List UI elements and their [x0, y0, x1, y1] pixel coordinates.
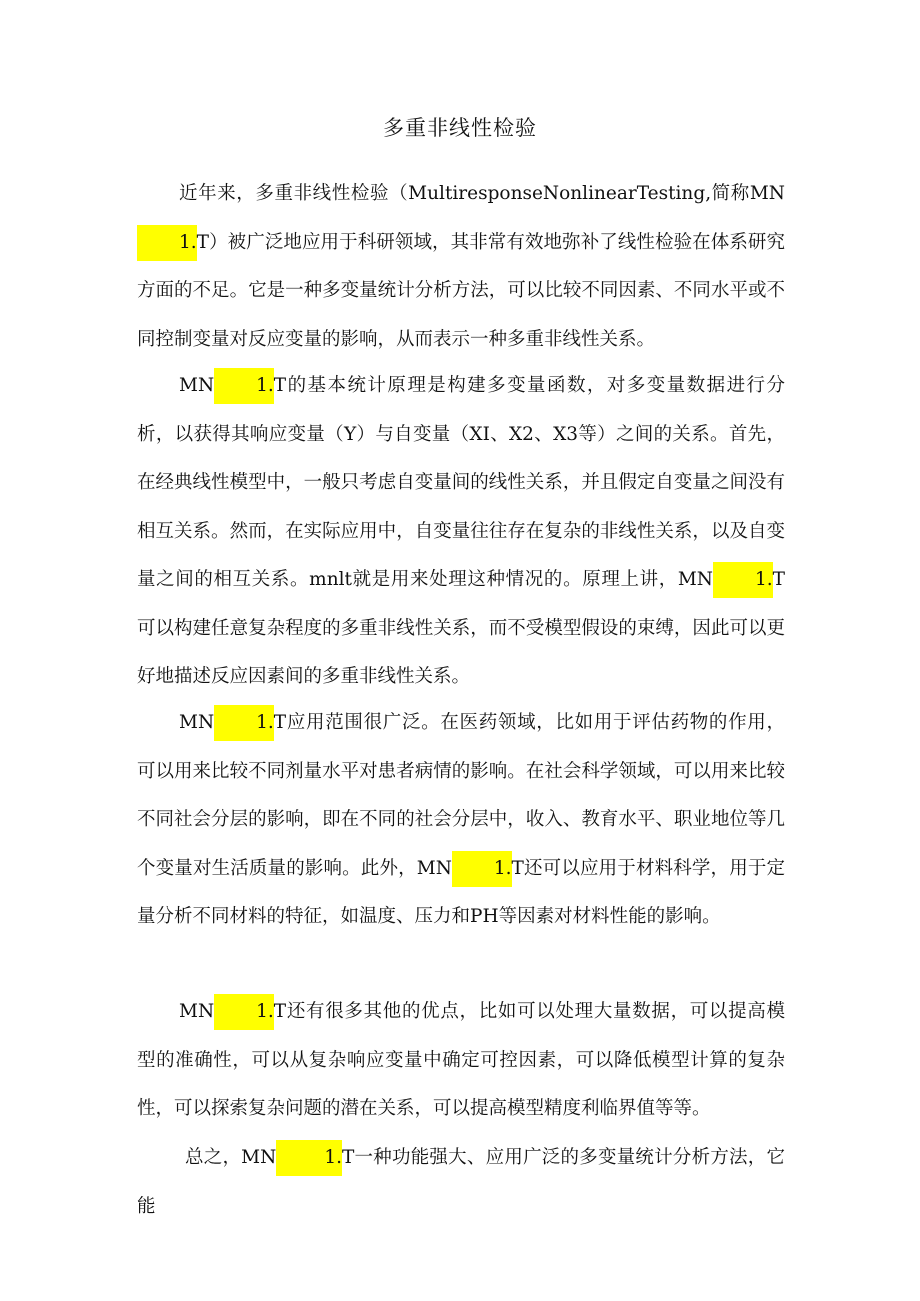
text-segment: MN	[179, 712, 215, 733]
text-segment: T可以构建任意复杂程度的多重非线性关系，而不受模型假设的束缚，因此可以更好地描述反应因素间的多重非线性关系。	[137, 569, 785, 687]
paragraph-intro	[137, 170, 785, 364]
paragraph-principle	[137, 362, 785, 702]
highlight-mark: 1.	[713, 562, 773, 598]
text-segment: T应用范围很广泛。在医药领域，比如用于评估药物的作用，可以用来比较不同剂量水平对患者病情的影响。在社会科学领域，可以用来比较不同社会分层的影响，即在不同的社会分层中，收入、教育水平、职业地位等几个变量对生活质量的影响。此外，MN	[137, 712, 785, 879]
text-segment: 总之，MN	[185, 1147, 277, 1168]
text-segment: MN	[179, 375, 215, 396]
paragraph-conclusion	[137, 1134, 785, 1231]
document-title: 多重非线性检验	[383, 116, 537, 140]
highlight-mark: 1.	[276, 1140, 342, 1176]
highlight-mark: 1.	[137, 225, 197, 261]
highlight-mark: 1.	[214, 705, 274, 741]
text-segment: 近年来，多重非线性检验（MultiresponseNonlinearTesting,简称MN	[179, 183, 785, 204]
highlight-mark: 1.	[214, 368, 274, 404]
text-segment: T一种功能强大、应用广泛的多变量统计分析方法，它能	[137, 1147, 785, 1217]
text-segment: T还可以应用于材料科学，用于定量分析不同材料的特征，如温度、压力和PH等因素对材料性能的影响。	[137, 857, 785, 927]
text-segment: T）被广泛地应用于科研领域，其非常有效地弥补了线性检验在体系研究方面的不足。它是一种多变量统计分析方法，可以比较不同因素、不同水平或不同控制变量对反应变量的影响，从而表示一种多重非线性关系。	[137, 231, 785, 350]
paragraph-applications	[137, 699, 785, 942]
text-segment: T的基本统计原理是构建多变量函数，对多变量数据进行分析，以获得其响应变量（Y）与自变量（XI、X2、X3等）之间的关系。首先，在经典线性模型中，一般只考虑自变量间的线性关系，并且假定自变量之间没有相互关系。然而，在实际应用中，自变量往往存在复杂的非线性关系，以及自变量之间的相互关系。mnlt就是用来处理这种情况的。原理上讲，MN	[137, 375, 785, 590]
highlight-mark: 1.	[452, 851, 512, 887]
text-segment: T还有很多其他的优点，比如可以处理大量数据，可以提高模型的准确性，可以从复杂响应变量中确定可控因素，可以降低模型计算的复杂性，可以探索复杂问题的潜在关系，可以提高模型精度利临界值等等。	[137, 1001, 785, 1119]
highlight-mark: 1.	[214, 994, 274, 1030]
text-segment: MN	[179, 1001, 215, 1022]
paragraph-advantages	[137, 988, 785, 1134]
